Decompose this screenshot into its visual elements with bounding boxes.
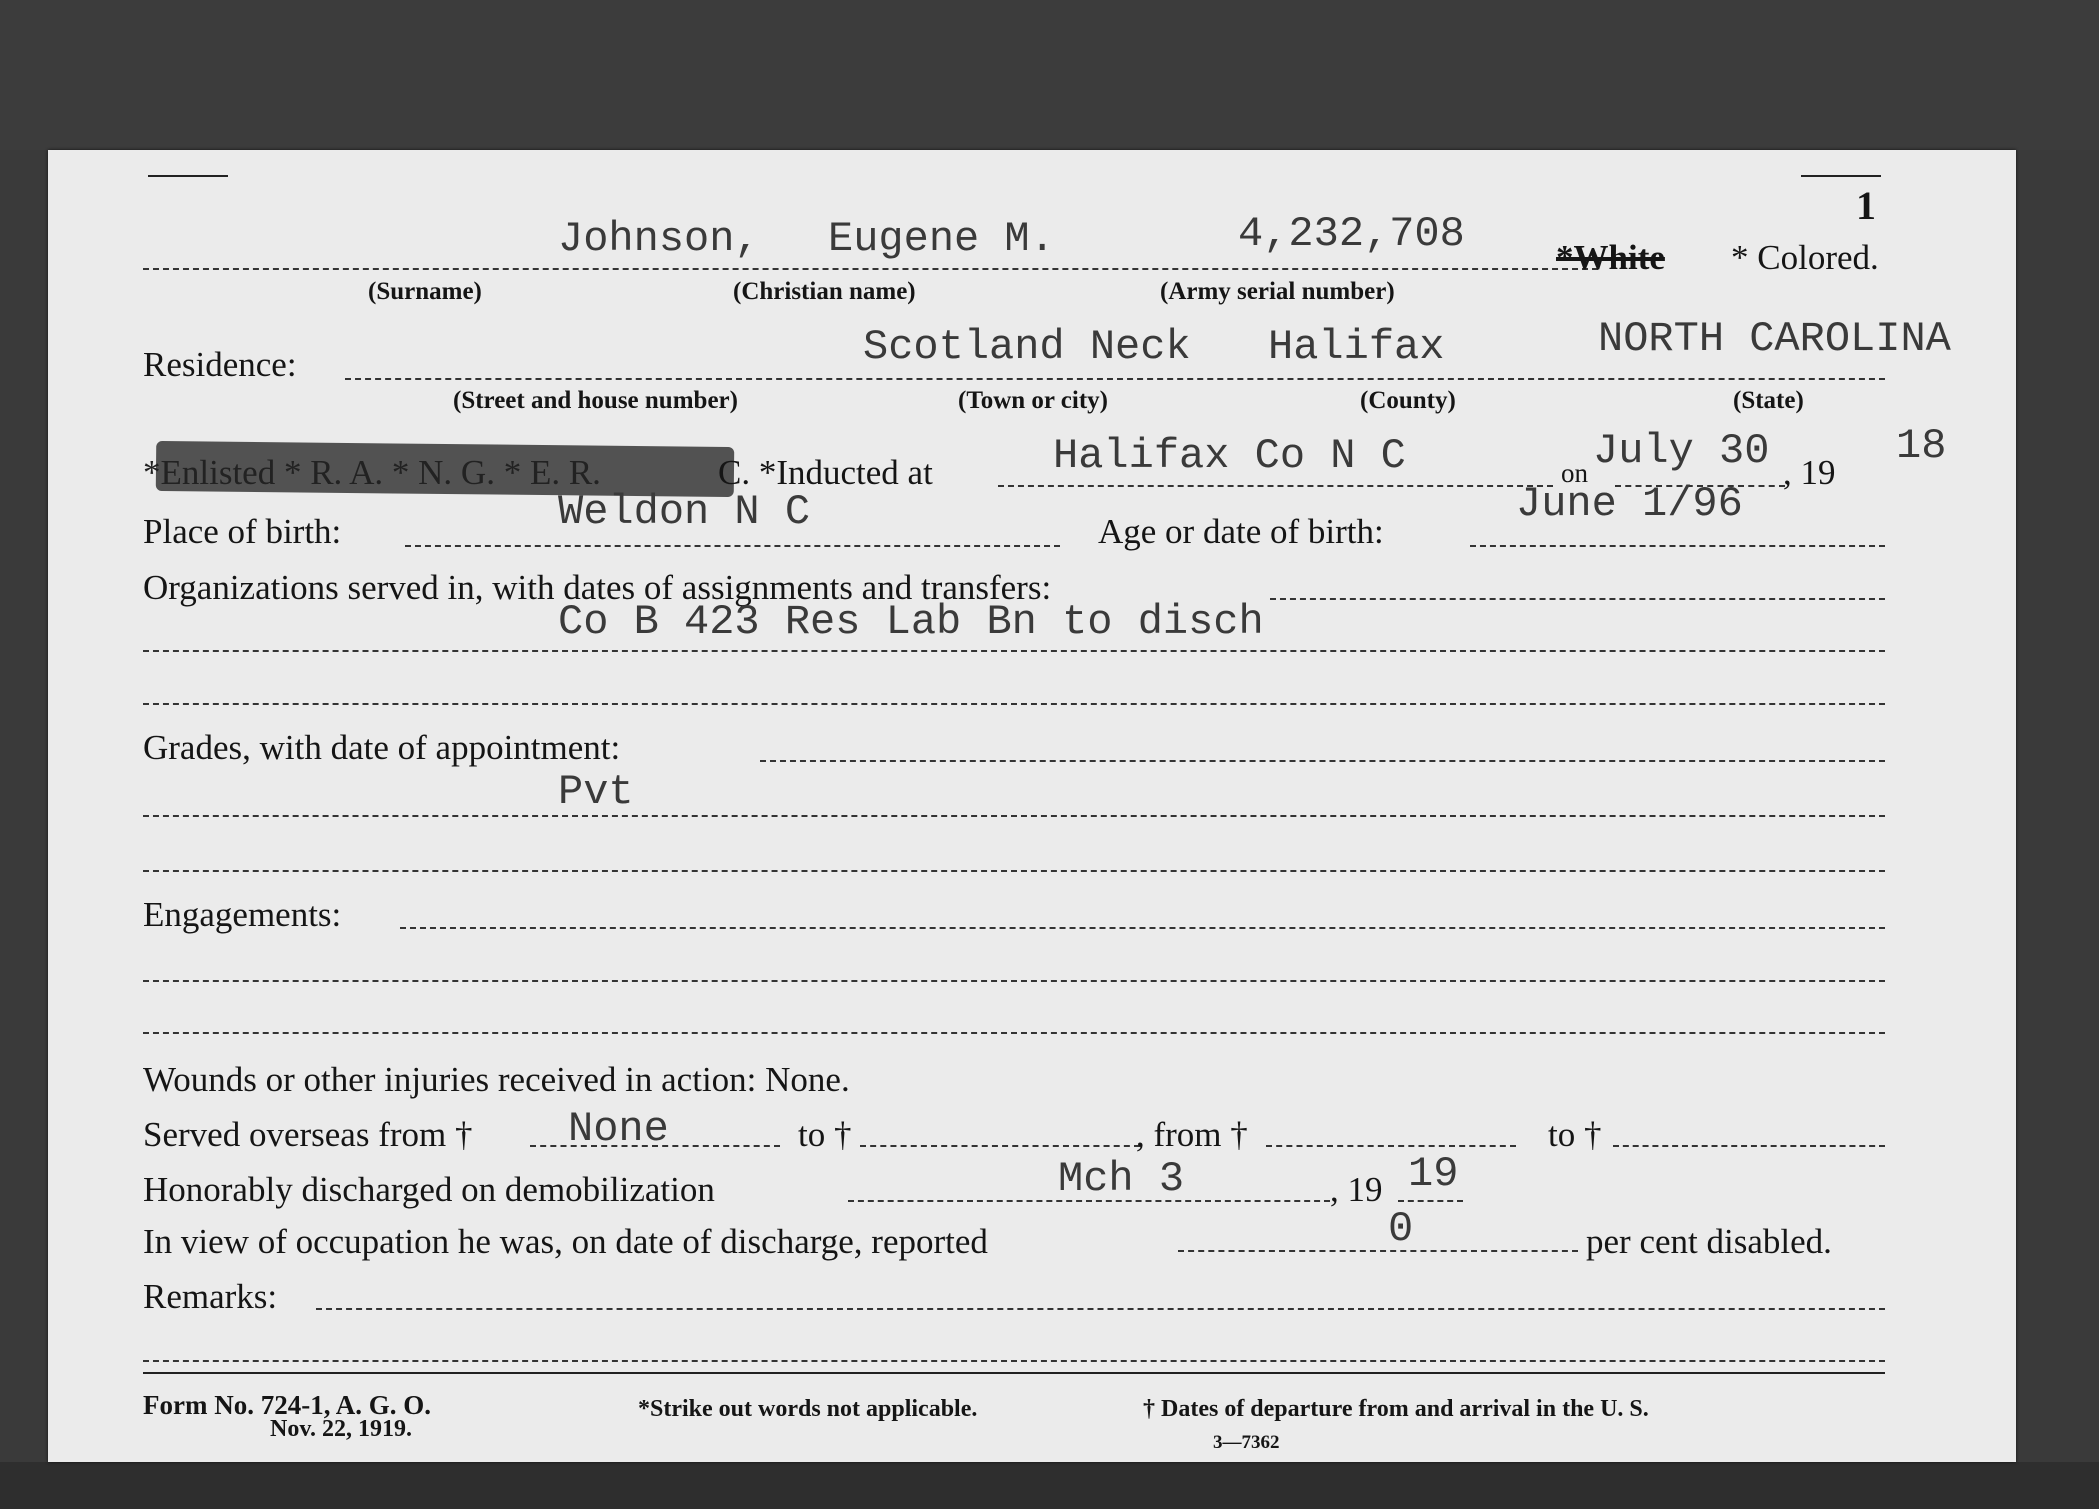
scan-background: [0, 0, 2099, 150]
residence-line: [345, 378, 1885, 380]
inducted-year: 18: [1896, 422, 1947, 470]
christian-name-value: Eugene M.: [828, 215, 1055, 263]
overseas-value: None: [568, 1105, 669, 1153]
overseas-from2-label: , from †: [1136, 1115, 1248, 1154]
wounds-label: Wounds or other injuries received in action: None.: [143, 1060, 850, 1099]
service-record-card: [48, 150, 2016, 1462]
discharge-date: Mch 3: [1058, 1155, 1185, 1203]
strike-note: *Strike out words not applicable.: [638, 1396, 978, 1422]
overseas-to-label: to †: [798, 1115, 852, 1154]
overseas-from2-line: [1266, 1145, 1516, 1147]
serial-caption: (Army serial number): [1160, 278, 1395, 305]
overseas-to2-line: [1613, 1145, 1885, 1147]
residence-town: Scotland Neck: [863, 323, 1191, 371]
grades-label: Grades, with date of appointment:: [143, 728, 621, 767]
birth-place-label: Place of birth:: [143, 512, 342, 551]
state-caption: (State): [1733, 387, 1804, 414]
footer-rule: [143, 1372, 1885, 1374]
organizations-line-2: [143, 650, 1885, 652]
inducted-place: Halifax Co N C: [1053, 432, 1406, 480]
inducted-place-line: [998, 485, 1553, 487]
overseas-to-line: [860, 1145, 1140, 1147]
town-caption: (Town or city): [958, 387, 1108, 414]
engagements-line-2: [143, 980, 1885, 982]
overseas-from-line: [530, 1145, 780, 1147]
residence-label: Residence:: [143, 345, 297, 384]
race-colored: * Colored.: [1731, 238, 1879, 277]
disability-suffix: per cent disabled.: [1586, 1222, 1832, 1261]
name-line: [143, 268, 1598, 270]
discharge-year-prefix: , 19: [1330, 1170, 1383, 1209]
engagements-line-1: [400, 927, 1885, 929]
engagements-line-3: [143, 1032, 1885, 1034]
discharge-year-line: [1398, 1200, 1463, 1202]
overseas-to2-label: to †: [1548, 1115, 1602, 1154]
grades-line-3: [143, 870, 1885, 872]
top-left-rule: [148, 175, 228, 177]
birth-place-line: [405, 545, 1060, 547]
birth-date-line: [1470, 545, 1885, 547]
disability-value: 0: [1388, 1205, 1414, 1253]
organizations-line-3: [143, 703, 1885, 705]
discharge-label: Honorably discharged on demobilization: [143, 1170, 715, 1209]
inducted-year-prefix: , 19: [1783, 453, 1836, 492]
residence-state: NORTH CAROLINA: [1598, 315, 1951, 363]
form-number: Form No. 724-1, A. G. O.: [143, 1390, 431, 1420]
grades-line-2: [143, 815, 1885, 817]
organizations-line-1: [1270, 598, 1885, 600]
discharge-date-line: [848, 1200, 1330, 1202]
birth-date-label: Age or date of birth:: [1098, 512, 1384, 551]
surname-caption: (Surname): [368, 278, 482, 305]
enlisted-struck: *Enlisted * R. A. * N. G. * E. R.: [143, 453, 601, 492]
residence-county: Halifax: [1268, 323, 1445, 371]
remarks-line-1: [316, 1308, 1885, 1310]
card-number: 1: [1856, 183, 1876, 228]
dates-note: † Dates of departure from and arrival in the U. S.: [1143, 1396, 1649, 1422]
serial-number-value: 4,232,708: [1238, 210, 1465, 258]
street-caption: (Street and house number): [453, 387, 738, 414]
disability-label: In view of occupation he was, on date of discharge, reported: [143, 1222, 988, 1261]
on-label: on: [1561, 458, 1588, 488]
birth-date-value: June 1/96: [1516, 480, 1743, 528]
grades-line-1: [760, 760, 1885, 762]
race-struck: *White: [1556, 238, 1665, 277]
remarks-line-2: [143, 1360, 1885, 1362]
top-right-rule: [1801, 175, 1881, 177]
scan-background-bottom: [0, 1462, 2099, 1509]
remarks-label: Remarks:: [143, 1277, 278, 1316]
print-code: 3—7362: [1213, 1432, 1280, 1453]
overseas-label: Served overseas from †: [143, 1115, 473, 1154]
organizations-value: Co B 423 Res Lab Bn to disch: [558, 598, 1264, 646]
discharge-year: 19: [1408, 1150, 1459, 1198]
grades-value: Pvt: [558, 768, 634, 816]
form-date: Nov. 22, 1919.: [270, 1416, 413, 1442]
engagements-label: Engagements:: [143, 895, 342, 934]
birth-place-value: Weldon N C: [558, 488, 811, 536]
surname-value: Johnson,: [558, 215, 760, 263]
christian-caption: (Christian name): [733, 278, 916, 305]
inducted-label: C. *Inducted at: [718, 453, 933, 492]
organizations-label: Organizations served in, with dates of assignments and transfers:: [143, 568, 1052, 607]
inducted-date: July 30: [1593, 427, 1770, 475]
disability-line: [1178, 1250, 1578, 1252]
county-caption: (County): [1360, 387, 1456, 414]
